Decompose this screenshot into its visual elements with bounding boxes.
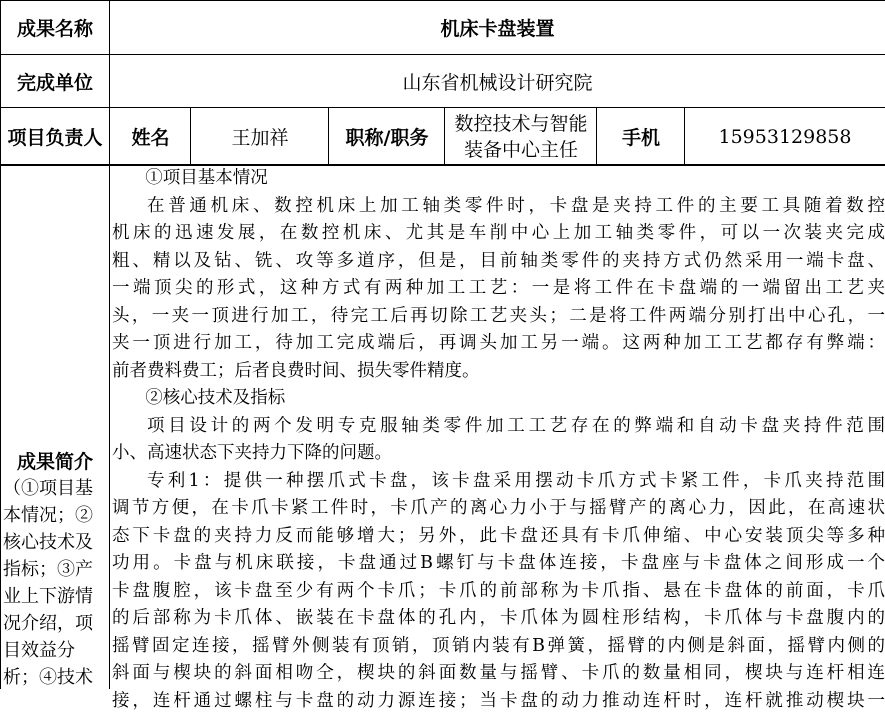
intro-note: （①项目基本情况；②核心技术及指标；③产业上下游情况介绍，项目效益分析；④技术 <box>3 475 108 691</box>
intro-line: 功用。卡盘与机床联接，卡盘通过B螺钉与卡盘体连接，卡盘座与卡盘体之间形成一个 <box>112 550 885 578</box>
intro-line: 粗、精以及钻、铣、攻等多道序，但是，目前轴类零件的夹持方式仍然采用一端卡盘、 <box>112 248 885 276</box>
table-column-rule <box>190 108 191 165</box>
intro-line: 调节方便，在卡爪卡紧工件时，卡爪产的离心力小于与摇臂产的离心力，因此，在高速状 <box>112 495 885 523</box>
intro-label-cell <box>0 165 110 689</box>
intro-line: 态下卡盘的夹持力反而能够增大；另外，此卡盘还具有卡爪伸缩、中心安装顶尖等多种 <box>112 523 885 551</box>
table-border-left <box>0 0 1 689</box>
table-column-rule <box>328 108 329 165</box>
intro-line: 斜面与楔块的斜面相吻仝，楔块的斜面数量与摇臂、卡爪的数量相同，楔块与连杆相连 <box>112 660 885 688</box>
leader-label: 项目负责人 <box>0 108 110 165</box>
table-column-rule <box>596 108 597 165</box>
intro-line: ①项目基本情况 <box>112 165 885 193</box>
intro-line: 小、高速状态下夹持力下降的问题。 <box>112 440 885 468</box>
table-column-rule <box>109 0 110 689</box>
intro-line: 接，连杆通过螺柱与卡盘的动力源连接；当卡盘的动力推动连杆时，连杆就推动楔块一 <box>112 688 885 715</box>
intro-line: 头，一夹一顶进行加工，待完工后再切除工艺夹头；二是将工件两端分别打出中心孔，一 <box>112 303 885 331</box>
intro-heading: 成果简介 <box>0 447 110 474</box>
intro-line: 前者费料费工；后者良费时间、损失零件精度。 <box>112 358 885 386</box>
unit-value: 山东省机械设计研究院 <box>110 55 885 108</box>
title-value: 数控技术与智能装备中心主任 <box>445 108 597 165</box>
table-column-rule <box>684 108 685 165</box>
table-rule <box>0 54 885 55</box>
intro-line: ②核心技术及指标 <box>112 385 885 413</box>
intro-line: 夹一顶进行加工，待加工完成端后，再调头加工另一端。这两种加工工艺都存有弊端： <box>112 330 885 358</box>
intro-line: 摇臂固定连接，摇臂外侧装有顶销，顶销内装有B弹簧，摇臂的内侧是斜面，摇臂内侧的 <box>112 633 885 661</box>
achievement-name-label: 成果名称 <box>0 0 110 55</box>
intro-line: 机床的迅速发展，在数控机床、尤其是车削中心上加工轴类零件，可以一次装夹完成 <box>112 220 885 248</box>
title-label: 职称/职务 <box>329 108 445 165</box>
phone-value: 15953129858 <box>685 108 885 165</box>
intro-line: 专利1：提供一种摆爪式卡盘，该卡盘采用摆动卡爪方式卡紧工件，卡爪夹持范围 <box>112 468 885 496</box>
table-column-rule <box>444 108 445 165</box>
name-value: 王加祥 <box>191 108 329 165</box>
table-rule <box>0 164 885 166</box>
name-label: 姓名 <box>110 108 191 165</box>
table-rule <box>0 107 885 108</box>
intro-body <box>112 165 885 689</box>
intro-line: 的后部称为卡爪体、嵌装在卡盘体的孔内，卡爪体为圆柱形结构，卡爪体与卡盘腹内的 <box>112 605 885 633</box>
intro-line: 一端顶尖的形式，这种方式有两种加工工艺：一是将工件在卡盘端的一端留出工艺夹 <box>112 275 885 303</box>
achievement-name: 机床卡盘装置 <box>110 0 885 55</box>
unit-label: 完成单位 <box>0 55 110 108</box>
table-border-top <box>0 0 885 1</box>
intro-line: 在普通机床、数控机床上加工轴类零件时，卡盘是夹持工件的主要工具随着数控 <box>112 193 885 221</box>
phone-label: 手机 <box>597 108 685 165</box>
intro-line: 项目设计的两个发明专克服轴类零件加工工艺存在的弊端和自动卡盘夹持件范围 <box>112 413 885 441</box>
intro-line: 卡盘腹腔，该卡盘至少有两个卡爪；卡爪的前部称为卡爪指、悬在卡盘体的前面，卡爪 <box>112 578 885 606</box>
